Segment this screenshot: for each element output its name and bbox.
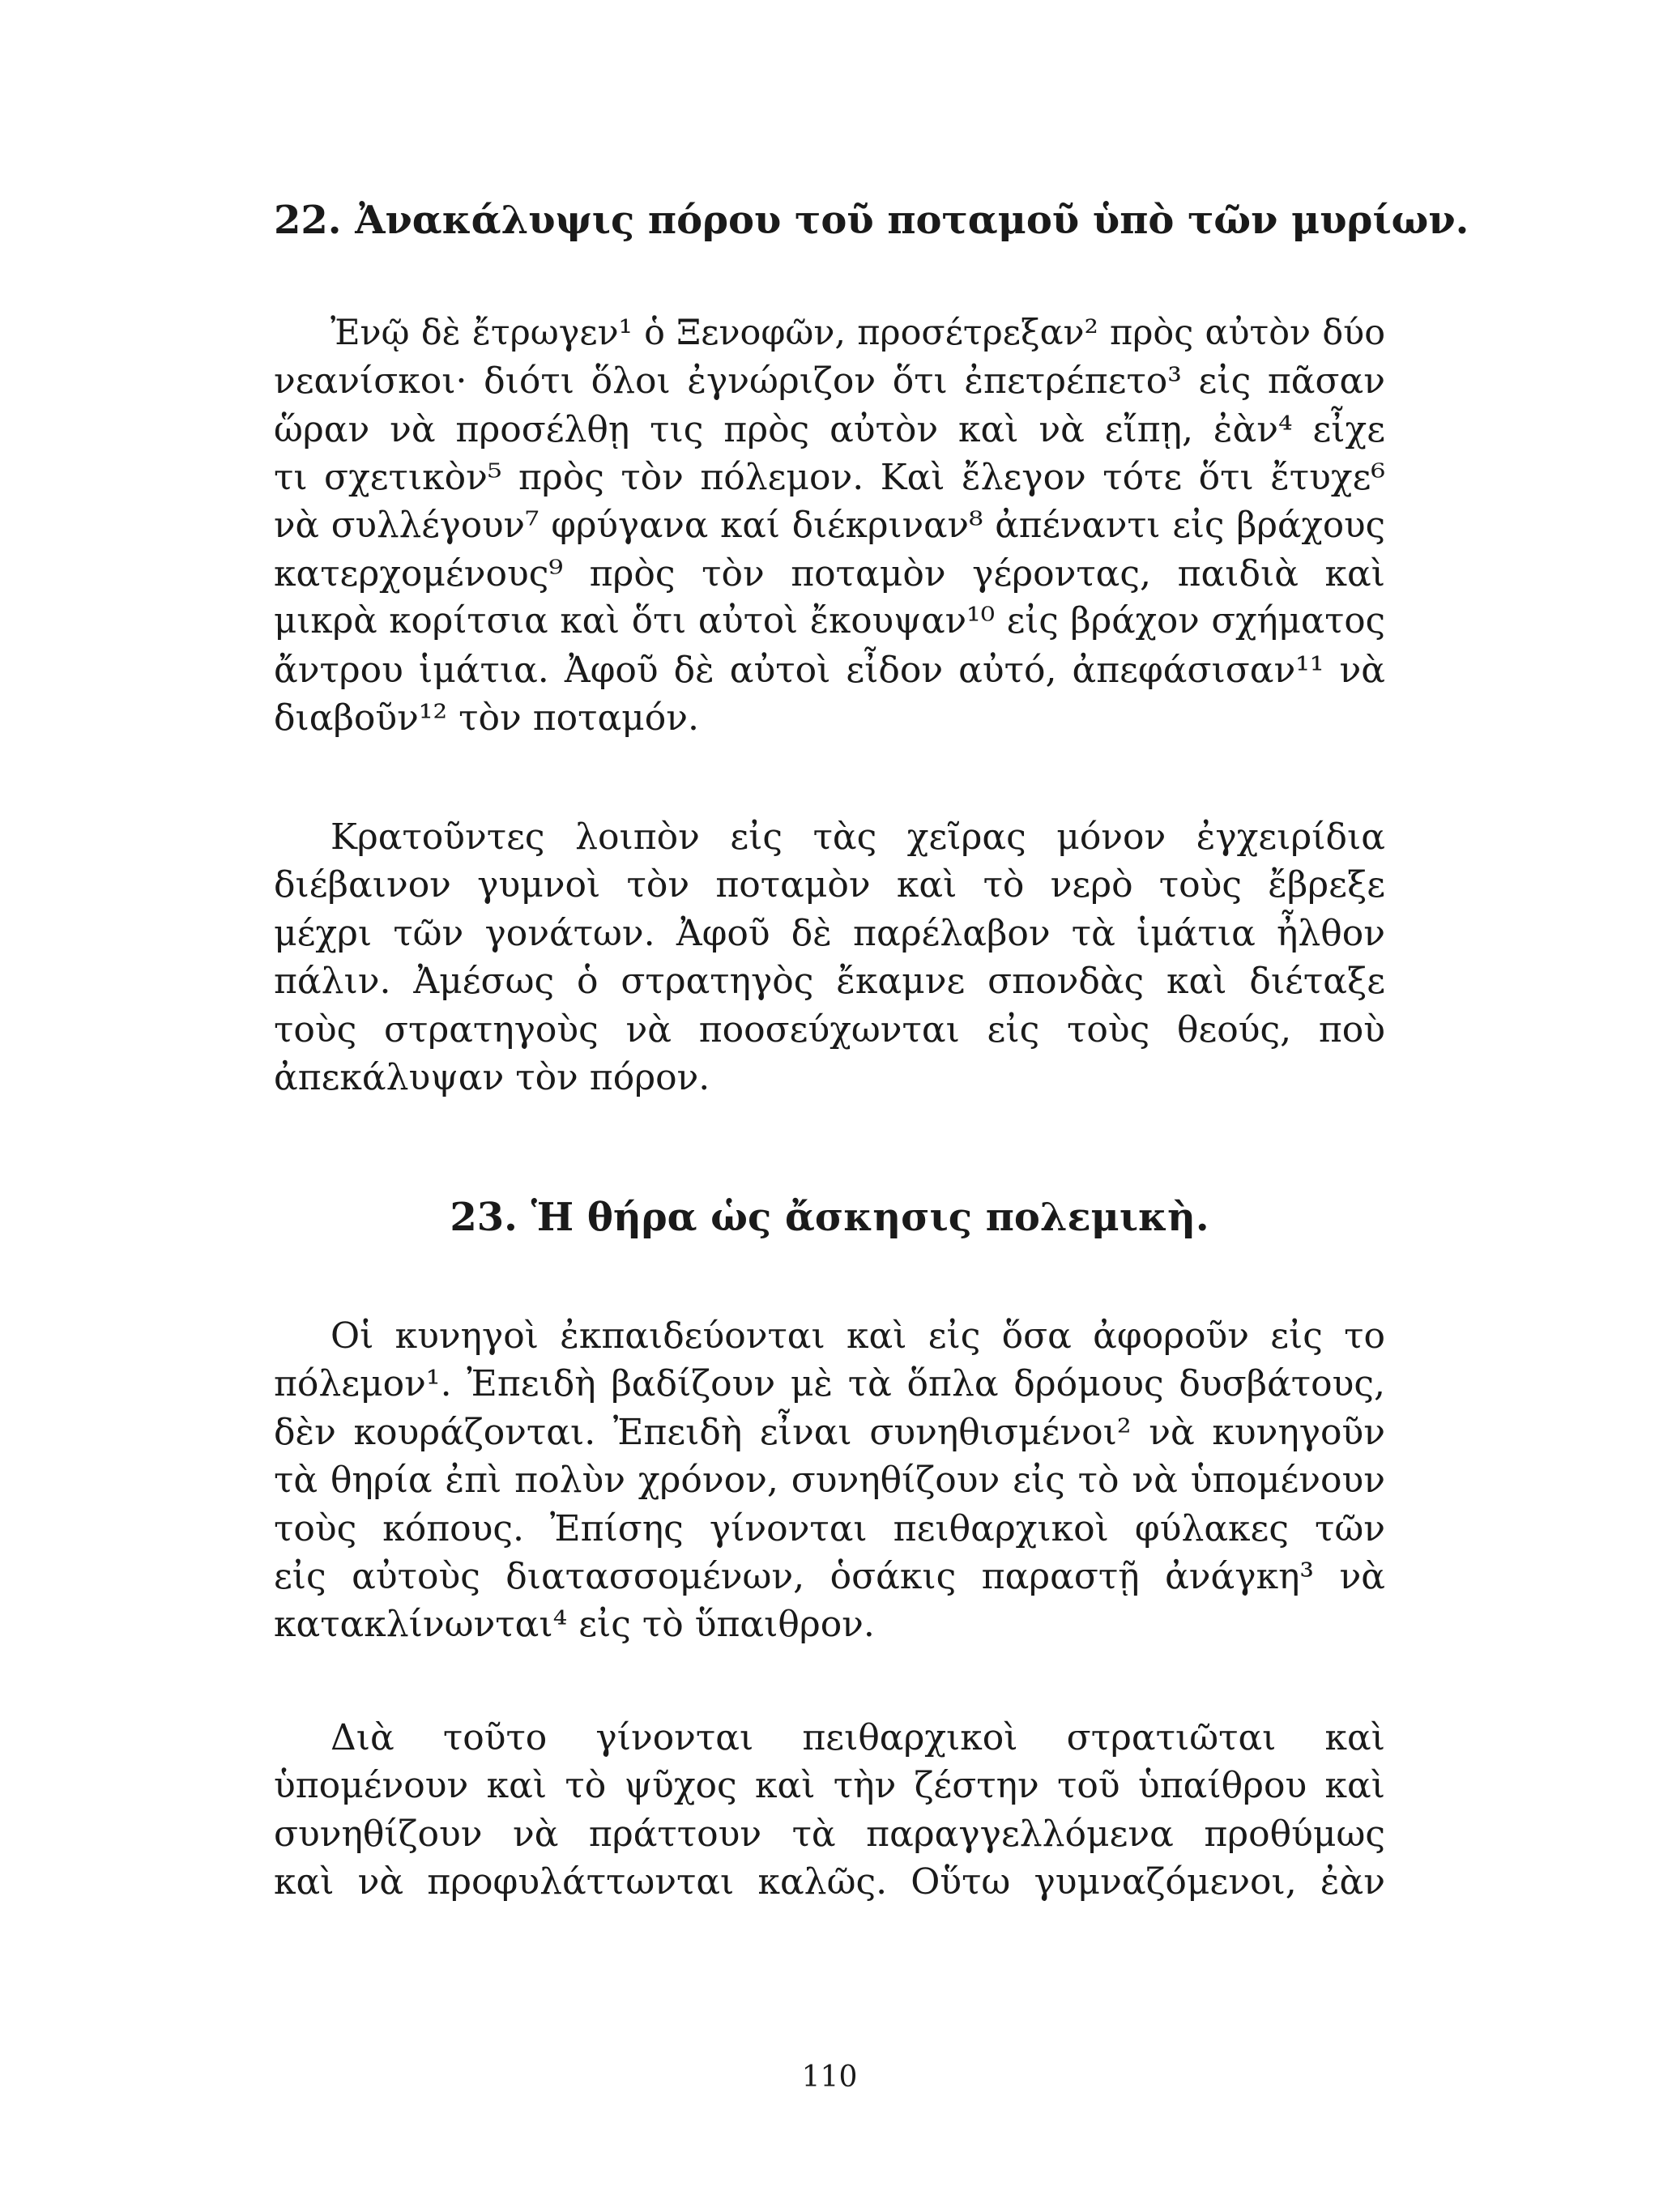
text-line: μέχρι τῶν γονάτων. Ἀφοῦ δὲ παρέλαβον τὰ ἱμάτια ἦλθον: [274, 912, 1385, 954]
text-line: διαβοῦν¹² τὸν ποταμόν.: [274, 697, 699, 739]
text-line: νὰ συλλέγουν⁷ φρύγανα καί διέκριναν⁸ ἀπέναντι εἰς βράχους: [274, 505, 1385, 546]
text-line: πόλεμον¹. Ἐπειδὴ βαδίζουν μὲ τὰ ὅπλα δρόμους δυσβάτους,: [274, 1363, 1385, 1405]
text-line: Διὰ τοῦτο γίνονται πειθαρχικοὶ στρατιῶται καὶ: [331, 1717, 1385, 1758]
text-line: καὶ νὰ προφυλάττωνται καλῶς. Οὕτω γυμναζόμενοι, ἐὰν: [274, 1861, 1385, 1903]
text-line: πάλιν. Ἀμέσως ὁ στρατηγὸς ἔκαμνε σπονδὰς καὶ διέταξε: [274, 961, 1385, 1003]
text-line: τοὺς κόπους. Ἐπίσης γίνονται πειθαρχικοὶ φύλακες τῶν: [274, 1507, 1385, 1549]
section-23-paragraph-2: [274, 1714, 1385, 1907]
text-line: Οἱ κυνηγοὶ ἐκπαιδεύονται καὶ εἰς ὅσα ἀφοροῦν εἰς το: [331, 1315, 1385, 1357]
section-22-title: 22. Ἀνακάλυψις πόρου τοῦ ποταμοῦ ὑπὸ τῶν μυρίων.: [274, 198, 1469, 243]
text-line: τοὺς στρατηγοὺς νὰ ποοσεύχωνται εἰς τοὺς θεούς, ποὺ: [274, 1008, 1385, 1051]
text-line: διέβαινον γυμνοὶ τὸν ποταμὸν καὶ τὸ νερὸ τοὺς ἔβρεξε: [274, 864, 1385, 906]
section-22-paragraph-2: [274, 813, 1385, 1102]
text-line: ὑπομένουν καὶ τὸ ψῦχος καὶ τὴν ζέστην τοῦ ὑπαίθρου καὶ: [274, 1765, 1385, 1807]
text-line: εἰς αὐτοὺς διατασσομένων, ὁσάκις παραστῇ ἀνάγκη³ νὰ: [274, 1555, 1385, 1597]
text-line: Κρατοῦντες λοιπὸν εἰς τὰς χεῖρας μόνον ἐγχειρίδια: [331, 816, 1385, 858]
text-line: κατακλίνωνται⁴ εἰς τὸ ὕπαιθρον.: [274, 1604, 875, 1646]
text-line: συνηθίζουν νὰ πράττουν τὰ παραγγελλόμενα προθύμως: [274, 1813, 1385, 1855]
text-line: νεανίσκοι· διότι ὅλοι ἐγνώριζον ὅτι ἐπετρέπετο³ εἰς πᾶσαν: [274, 360, 1385, 403]
text-line: ἀπεκάλυψαν τὸν πόρον.: [274, 1056, 710, 1098]
text-line: δὲν κουράζονται. Ἐπειδὴ εἶναι συνηθισμένοι² νὰ κυνηγοῦν: [274, 1411, 1385, 1453]
text-line: τὰ θηρία ἐπὶ πολὺν χρόνον, συνηθίζουν εἰς τὸ νὰ ὑπομένουν: [274, 1460, 1385, 1502]
text-line: ἄντρου ἱμάτια. Ἀφοῦ δὲ αὐτοὶ εἶδον αὐτό, ἀπεφάσισαν¹¹ νὰ: [274, 649, 1385, 691]
text-line: κατερχομένους⁹ πρὸς τὸν ποταμὸν γέροντας, παιδιὰ καὶ: [274, 552, 1385, 595]
section-23-title: 23. Ἡ θήρα ὡς ἄσκησις πολεμικὴ.: [450, 1195, 1209, 1240]
text-line: μικρὰ κορίτσια καὶ ὅτι αὐτοὶ ἔκουψαν¹⁰ εἰς βράχον σχήματος: [274, 601, 1385, 642]
text-line: Ἐνῷ δὲ ἔτρωγεν¹ ὁ Ξενοφῶν, προσέτρεξαν² πρὸς αὐτὸν δύο: [331, 313, 1385, 353]
text-line: ὥραν νὰ προσέλθῃ τις πρὸς αὐτὸν καὶ νὰ εἴπῃ, ἐὰν⁴ εἶχε: [274, 408, 1385, 450]
page-number: 110: [801, 2061, 858, 2094]
section-22-paragraph-1: [274, 309, 1385, 743]
text-line: τι σχετικὸν⁵ πρὸς τὸν πόλεμον. Καὶ ἔλεγον τότε ὅτι ἔτυχε⁶: [274, 457, 1385, 499]
section-23-paragraph-1: [274, 1312, 1385, 1649]
